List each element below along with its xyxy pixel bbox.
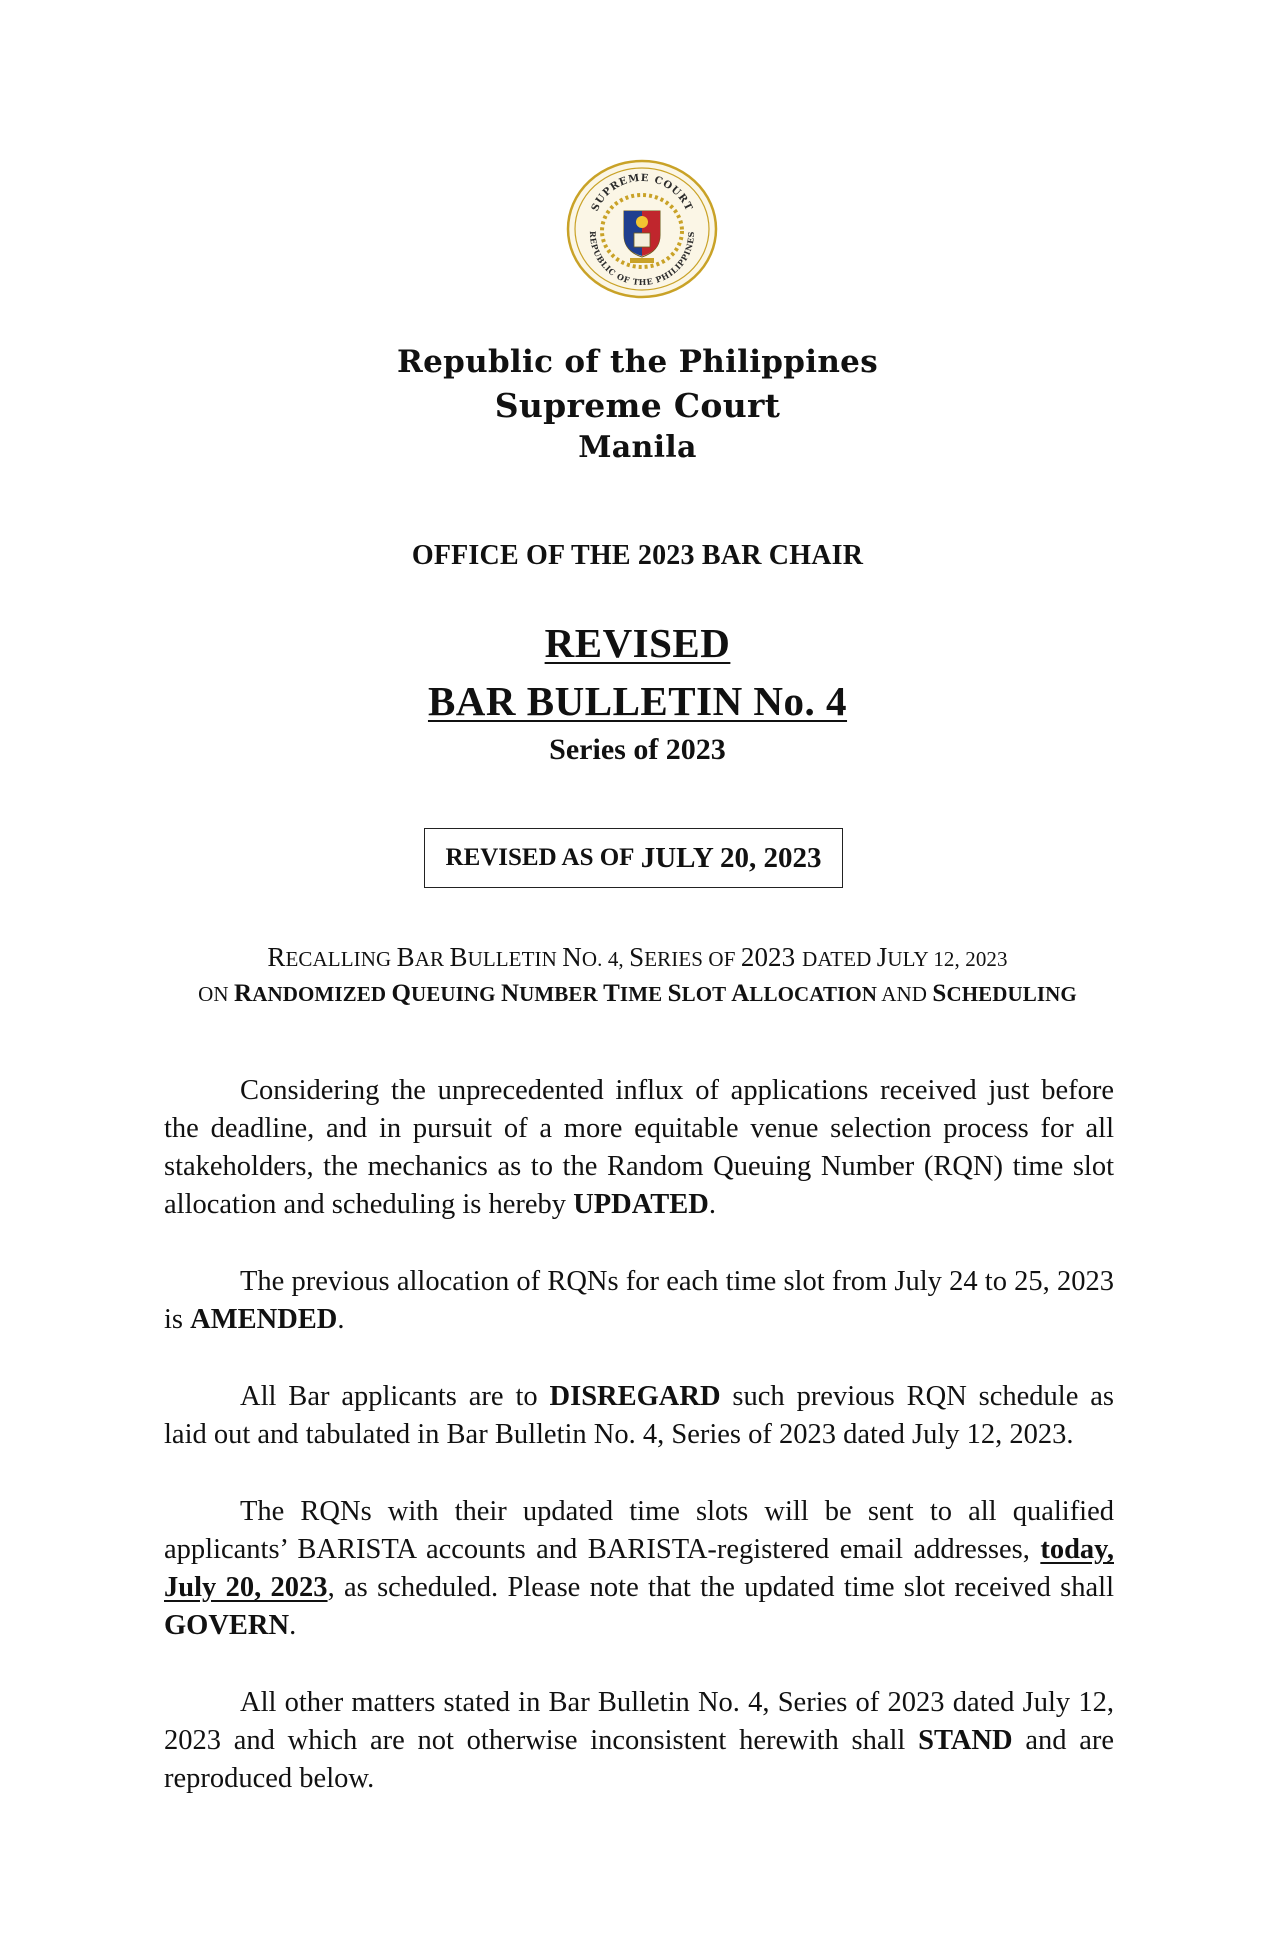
- sc: ULLETIN: [467, 947, 563, 971]
- sc: A: [731, 980, 750, 1007]
- seal-top-text: SUPREME COURT: [589, 172, 695, 214]
- p2-text: The previous allocation of RQNs for each time slot from July 24 to 25, 2023 is: [164, 1266, 1114, 1335]
- seal-bottom-text: REPUBLIC OF THE PHILIPPINES: [587, 230, 697, 288]
- p5-pre: All other matters stated in Bar Bulletin No. 4, Series of 2023 dated July 12, 2023 and which are not otherwise inconsistent herewith shall: [164, 1687, 1114, 1756]
- sc: ANDOMIZED: [252, 982, 392, 1006]
- header-republic: Republic of the Philippines: [397, 344, 878, 380]
- revised-as-of-box: [424, 828, 843, 888]
- title-line1: REVISED: [544, 620, 731, 666]
- title-bulletin: [0, 677, 1275, 725]
- supreme-court-seal: [564, 159, 720, 299]
- p4-bold: GOVERN: [164, 1610, 290, 1641]
- sc: J: [876, 942, 888, 972]
- seal-emblem-icon: [564, 159, 720, 299]
- title-revised: [0, 619, 1275, 667]
- sc: Q: [391, 980, 411, 1007]
- recall-line-2: [0, 980, 1275, 1008]
- sc: IME: [619, 982, 668, 1006]
- paragraph-3: [164, 1378, 1114, 1454]
- p1-bold: UPDATED: [573, 1189, 709, 1220]
- sc: ECALLING: [285, 947, 397, 971]
- sc: N: [562, 942, 582, 972]
- p3-post: such previous RQN schedule as laid out and tabulated in Bar Bulletin No. 4, Series of 2023 dated July 12, 2023.: [164, 1381, 1114, 1450]
- p2-bold: AMENDED: [190, 1304, 338, 1335]
- recall-line-1: [0, 942, 1275, 973]
- sc: B: [396, 942, 415, 972]
- sc: UMBER: [519, 982, 604, 1006]
- sc: UEUING: [411, 982, 501, 1006]
- p2-period: .: [337, 1304, 345, 1335]
- sc: LOT: [681, 982, 732, 1006]
- p4-period: .: [289, 1610, 297, 1641]
- paragraph-2: [164, 1263, 1114, 1339]
- sc: ERIES OF: [644, 947, 741, 971]
- sc: N: [500, 980, 520, 1007]
- header-court: Supreme Court: [494, 386, 781, 425]
- paragraph-5: [164, 1684, 1114, 1798]
- sc: CHEDULING: [946, 982, 1077, 1006]
- paragraph-1: [164, 1072, 1114, 1224]
- sc: S: [629, 942, 645, 972]
- sc: ULY 12, 2023: [887, 947, 1008, 971]
- header-city: Manila: [578, 430, 697, 465]
- revised-prefix: REVISED AS OF: [445, 844, 635, 871]
- sc: T: [603, 980, 620, 1007]
- sc: DATED: [802, 947, 877, 971]
- sc: B: [449, 942, 468, 972]
- p1-period: .: [708, 1189, 716, 1220]
- p5-post: and are reproduced below.: [164, 1725, 1114, 1794]
- sc: ON: [198, 982, 235, 1006]
- p1-text: Considering the unprecedented influx of applications received just before the deadline, and in pursuit of a more equitable venue selection process for all stakeholders, the mechanics as to the Random Queuing Number (RQN) time slot allocation and scheduling is hereby: [164, 1075, 1114, 1220]
- sc: LLOCATION: [749, 982, 878, 1006]
- p5-bold: STAND: [918, 1725, 1013, 1756]
- sc: R: [267, 942, 286, 972]
- sc: O. 4,: [581, 947, 630, 971]
- title-line2: BAR BULLETIN No. 4: [427, 678, 848, 724]
- sc: S: [932, 980, 947, 1007]
- revised-date: JULY 20, 2023: [640, 841, 822, 874]
- paragraph-4: [164, 1493, 1114, 1645]
- office-heading: OFFICE OF THE 2023 BAR CHAIR: [411, 540, 864, 571]
- sc: R: [234, 980, 253, 1007]
- p3-pre: All Bar applicants are to: [240, 1381, 550, 1412]
- p4-date: today, July 20, 2023: [164, 1534, 1114, 1603]
- title-series: Series of 2023: [549, 733, 726, 766]
- sc: 2023: [740, 942, 803, 972]
- p4-pre: The RQNs with their updated time slots will be sent to all qualified applicants’ BARISTA accounts and BARISTA-registered email addresses,: [164, 1496, 1114, 1565]
- p3-bold: DISREGARD: [549, 1381, 721, 1412]
- sc: AND: [877, 982, 933, 1006]
- sc: S: [667, 980, 682, 1007]
- p4-mid: , as scheduled. Please note that the updated time slot received shall: [327, 1572, 1114, 1603]
- sc: AR: [414, 947, 450, 971]
